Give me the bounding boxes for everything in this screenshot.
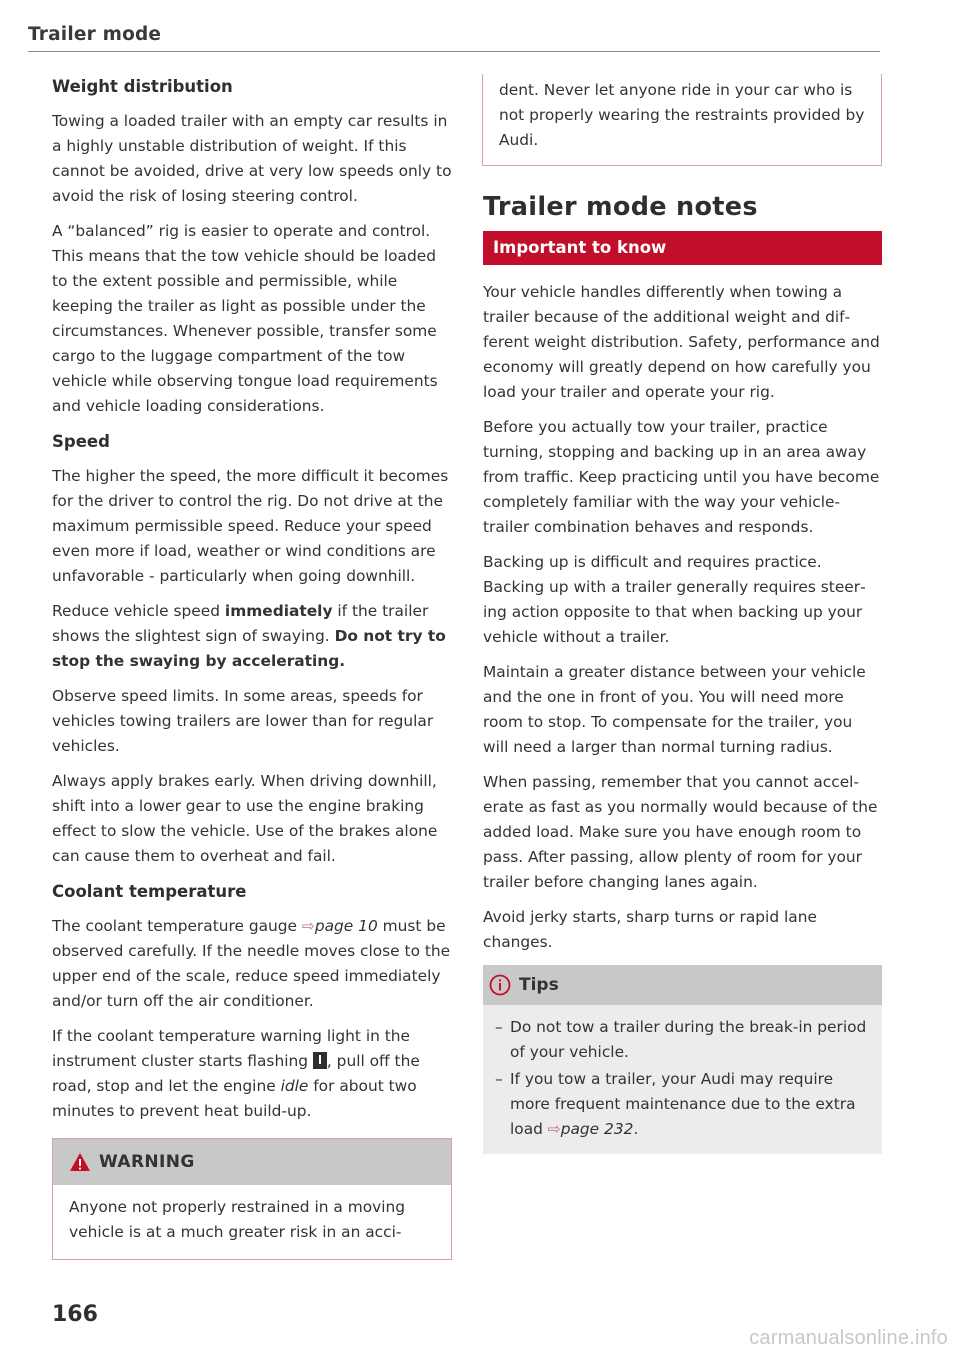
coolant-p2-text-a: If the coolant temperature warning light in the instrument cluster starts flashing — [52, 1027, 411, 1070]
notes-paragraph-1: Your vehicle handles differently when towing a trailer because of the additional weight and different weight distribution. Safety, performance and economy will greatly depend on how carefully you load your trailer and operate your rig. — [483, 283, 880, 401]
coolant-paragraph-1 — [52, 914, 452, 1014]
speed-heading: Speed — [52, 432, 110, 451]
coolant-p2-idle: idle — [280, 1077, 309, 1095]
page-ref-arrow-icon: ⇨ — [547, 1120, 561, 1138]
speed-paragraph-1: The higher the speed, the more difficult it becomes for the driver to control the rig. Do not drive at the maximum permissible speed. Reduce your speed even more if load, weather or wind conditions are unfavorable - particularly when going downhill. — [52, 467, 449, 585]
speed-p2-text-a: Reduce vehicle speed — [52, 602, 225, 620]
warning-text: Anyone not properly restrained in a moving vehicle is at a much greater risk in an acci- — [69, 1198, 406, 1241]
page-ref-arrow-icon: ⇨ — [301, 917, 315, 935]
notes-paragraph-6: Avoid jerky starts, sharp turns or rapid lane changes. — [483, 908, 817, 951]
speed-paragraph-2 — [52, 599, 452, 674]
section-title: Trailer mode notes — [483, 192, 758, 222]
tip-dash: – — [495, 1018, 503, 1036]
notes-paragraph-4: Maintain a greater distance between your vehicle and the one in front of you. You will need more room to stop. To compensate for the trailer, you will need a larger than normal turning radius. — [483, 663, 866, 756]
weight-distribution-heading: Weight distribution — [52, 77, 233, 96]
coolant-heading: Coolant temperature — [52, 882, 247, 901]
notes-paragraph-5: When passing, remember that you cannot accelerate as fast as you normally would because of the added load. Make sure you have enough room to pass. After passing, allow plenty of room for your trailer before changing lanes again. — [483, 773, 878, 891]
speed-p2-text-c: if the trailer shows the slightest sign of swaying. — [52, 602, 429, 645]
coolant-p1-text-b: must be observed carefully. If the needle moves close to the upper end of the scale, reduce speed immediately and/or turn off the air conditioner. — [52, 917, 451, 1010]
tip-1-text: Do not tow a trailer during the break-in period of your vehicle. — [510, 1018, 867, 1061]
weight-paragraph-1: Towing a loaded trailer with an empty car results in a highly unstable distribution of weight. If this cannot be avoided, drive at very low speeds only to avoid the risk of losing steering control. — [52, 112, 452, 205]
page-number: 166 — [52, 1302, 98, 1327]
warning-triangle-icon — [69, 1152, 91, 1172]
tips-header — [483, 965, 882, 1005]
page-ref-link[interactable]: page 10 — [314, 917, 378, 935]
coolant-p1-text-a: The coolant temperature gauge — [52, 917, 302, 935]
warning-label: WARNING — [99, 1152, 195, 1172]
speed-paragraph-3: Observe speed limits. In some areas, speeds for vehicles towing trailers are lower than for regular vehicles. — [52, 687, 434, 755]
coolant-p2-text-b: , pull off the road, stop and let the engine — [52, 1052, 420, 1095]
tips-label: Tips — [519, 975, 559, 995]
tip-2-text-b: . — [633, 1120, 639, 1138]
warning-continuation-text: dent. Never let anyone ride in your car who is not properly wearing the restraints provided by Audi. — [499, 81, 865, 149]
info-icon — [489, 974, 511, 996]
watermark: carmanualsonline.info — [749, 1327, 948, 1349]
coolant-p2-text-c: for about two minutes to prevent heat build-up. — [52, 1077, 417, 1120]
right-column — [483, 77, 882, 1154]
coolant-paragraph-2 — [52, 1024, 452, 1124]
left-column — [52, 74, 452, 1260]
speed-p2-emphasis: immediately — [224, 602, 333, 620]
warning-body — [53, 1185, 451, 1259]
important-to-know-banner: Important to know — [483, 231, 882, 265]
running-header: Trailer mode — [28, 24, 162, 45]
weight-paragraph-2: A “balanced” rig is easier to operate and control. This means that the tow vehicle should be loaded to the extent possible and permissible, while keeping the trailer as light as possible under the circumstances. Whenever possible, transfer some cargo to the luggage compartment of the tow vehicle while observing tongue load requirements and vehicle loading considerations. — [52, 222, 438, 415]
notes-paragraph-3: Backing up is difficult and requires practice. Backing up with a trailer generally requires steering action opposite to that when backing up your vehicle without a trailer. — [483, 553, 866, 646]
notes-paragraph-2: Before you actually tow your trailer, practice turning, stopping and backing up in an area away from traffic. Keep practicing until you have become completely familiar with the way your vehicle-trailer combination behaves and responds. — [483, 418, 880, 536]
coolant-warning-light-icon — [313, 1052, 327, 1069]
page-ref-link[interactable]: page 232 — [560, 1120, 634, 1138]
header-divider — [28, 51, 880, 52]
tips-box — [483, 965, 882, 1154]
warning-continuation-box — [482, 74, 882, 166]
tip-item — [495, 1067, 870, 1142]
tip-item — [495, 1015, 870, 1065]
warning-box — [52, 1138, 452, 1260]
speed-paragraph-4: Always apply brakes early. When driving downhill, shift into a lower gear to use the engine braking effect to slow the vehicle. Use of the brakes alone can cause them to overheat and fail. — [52, 772, 438, 865]
speed-p2-bold-warning: Do not try to stop the swaying by accelerating. — [52, 627, 446, 670]
tip-2-text-a: If you tow a trailer, your Audi may require more frequent maintenance due to the extra load — [510, 1070, 856, 1138]
tip-dash: – — [495, 1070, 503, 1088]
tips-list — [483, 1005, 882, 1154]
warning-header — [53, 1139, 451, 1185]
